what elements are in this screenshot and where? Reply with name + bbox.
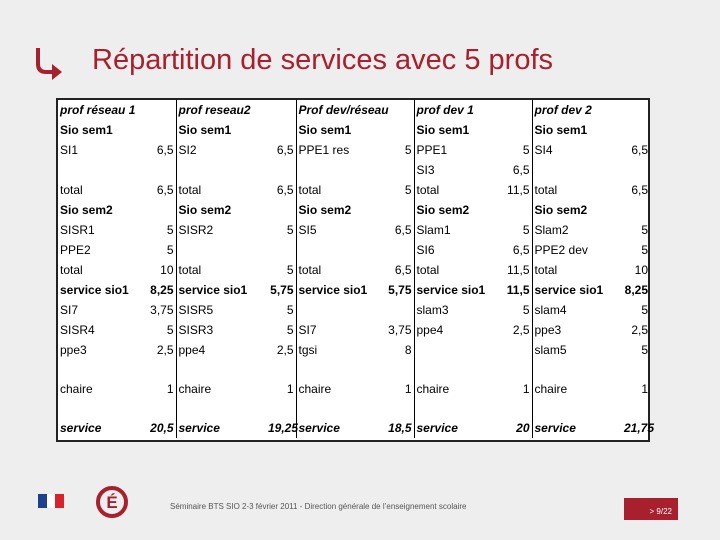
cell-label — [176, 160, 266, 180]
cell-label: service — [534, 421, 576, 435]
cell-value: 20 — [504, 418, 532, 438]
table-row — [58, 418, 650, 438]
table-row — [58, 160, 650, 180]
cell-value: 10 — [634, 263, 648, 277]
cell-value — [266, 200, 296, 220]
cell-label — [176, 240, 266, 260]
cell-label: slam4 — [534, 303, 567, 317]
cell-value: 11,5 — [504, 180, 532, 200]
table-row — [58, 220, 650, 240]
cell-label — [414, 399, 504, 418]
cell-label: Slam2 — [534, 223, 569, 237]
cell-label — [532, 160, 622, 180]
cell-value: 5 — [266, 300, 296, 320]
cell-label: Sio sem1 — [416, 123, 470, 137]
cell-label: total — [298, 183, 322, 197]
cell-label: SI2 — [178, 143, 197, 157]
cell-label: service sio1 — [178, 283, 248, 297]
cell-label: prof dev 1 — [416, 103, 474, 117]
cell-label: total — [178, 183, 202, 197]
table-row — [58, 200, 650, 220]
cell-value — [148, 399, 176, 418]
cell-value: 6,5 — [386, 220, 414, 240]
service-grid — [58, 100, 655, 438]
cell-value: 11,5 — [504, 260, 532, 280]
cell-value: 5 — [641, 243, 648, 257]
cell-value: 6,5 — [631, 143, 648, 157]
cell-label: total — [416, 263, 440, 277]
cell-label: Slam1 — [416, 223, 451, 237]
cell-value — [266, 160, 296, 180]
cell-label — [58, 360, 148, 379]
cell-value: 1 — [148, 379, 176, 399]
cell-label: service — [60, 421, 102, 435]
cell-value: 6,5 — [148, 180, 176, 200]
cell-value: 3,75 — [148, 300, 176, 320]
service-table — [56, 98, 655, 442]
cell-value — [148, 160, 176, 180]
table-row — [58, 280, 650, 300]
table-row — [58, 120, 650, 140]
cell-label: PPE1 — [416, 143, 448, 157]
cell-label: chaire — [298, 382, 332, 396]
cell-label: prof dev 2 — [534, 103, 592, 117]
cell-label — [296, 240, 386, 260]
cell-label: SI6 — [416, 243, 435, 257]
cell-value: 5 — [266, 320, 296, 340]
table-row — [58, 240, 650, 260]
cell-value: 6,5 — [386, 260, 414, 280]
cell-value: 8,25 — [624, 283, 648, 297]
cell-label: SISR3 — [178, 323, 214, 337]
cell-label: chaire — [60, 382, 93, 396]
cell-label: total — [60, 263, 83, 277]
cell-label: SI3 — [416, 163, 435, 177]
cell-value: 1 — [504, 379, 532, 399]
cell-value — [622, 160, 650, 180]
cell-label — [532, 360, 622, 379]
cell-label: SI5 — [298, 223, 317, 237]
cell-value — [386, 399, 414, 418]
cell-value: 5 — [148, 240, 176, 260]
cell-value — [504, 100, 532, 120]
cell-value: 5 — [641, 303, 648, 317]
cell-label: total — [534, 263, 558, 277]
table-row — [58, 180, 650, 200]
cell-value: 5 — [504, 300, 532, 320]
cell-value: 2,5 — [148, 340, 176, 360]
cell-value — [622, 360, 650, 379]
cell-label — [176, 399, 266, 418]
cell-label: prof reseau2 — [178, 103, 251, 117]
cell-value: 6,5 — [631, 183, 648, 197]
cell-value — [266, 360, 296, 379]
cell-value: 10 — [148, 260, 176, 280]
cell-value: 6,5 — [148, 140, 176, 160]
cell-value: 5 — [386, 140, 414, 160]
cell-label — [414, 360, 504, 379]
cell-label: SI4 — [534, 143, 553, 157]
cell-label: SI1 — [60, 143, 79, 157]
cell-value — [504, 340, 532, 360]
cell-value — [148, 360, 176, 379]
cell-value: 5 — [266, 220, 296, 240]
cell-value — [386, 360, 414, 379]
cell-label — [58, 399, 148, 418]
cell-label: SISR4 — [60, 323, 95, 337]
cell-value: 5 — [641, 343, 648, 357]
cell-label: total — [534, 183, 558, 197]
cell-value — [622, 399, 650, 418]
cell-value — [504, 360, 532, 379]
cell-value: 18,5 — [386, 418, 414, 438]
table-row — [58, 260, 650, 280]
cell-label: Sio sem2 — [534, 203, 588, 217]
cell-label: chaire — [416, 382, 450, 396]
french-flag-icon — [38, 494, 64, 508]
cell-label — [296, 160, 386, 180]
ministry-logo — [38, 464, 128, 524]
cell-value — [386, 120, 414, 140]
cell-label: ppe3 — [60, 343, 87, 357]
cell-value — [386, 240, 414, 260]
cell-label: total — [178, 263, 202, 277]
cell-label: ppe4 — [416, 323, 444, 337]
cell-label: Sio sem2 — [60, 203, 113, 217]
cell-value: 5 — [504, 140, 532, 160]
footer-text: Séminaire BTS SIO 2-3 février 2011 - Direction générale de l’enseignement scolaire — [170, 502, 467, 511]
cell-label: PPE2 — [60, 243, 91, 257]
cell-label — [176, 360, 266, 379]
cell-label: PPE1 res — [298, 143, 350, 157]
cell-label: ppe4 — [178, 343, 206, 357]
education-e-logo — [96, 486, 128, 518]
cell-value — [386, 300, 414, 320]
cell-value: 5 — [148, 220, 176, 240]
table-row — [58, 360, 650, 379]
cell-label: Sio sem2 — [416, 203, 470, 217]
cell-value: 2,5 — [631, 323, 648, 337]
cell-value: 3,75 — [386, 320, 414, 340]
curved-arrow-icon — [32, 44, 68, 80]
cell-value: 2,5 — [504, 320, 532, 340]
cell-label: slam3 — [416, 303, 449, 317]
cell-value — [386, 160, 414, 180]
page-number: > 9/22 — [624, 498, 678, 520]
cell-label — [296, 360, 386, 379]
cell-label: chaire — [178, 382, 212, 396]
cell-value: 5,75 — [386, 280, 414, 300]
cell-label: Sio sem2 — [178, 203, 232, 217]
cell-value — [266, 120, 296, 140]
cell-value: 5 — [504, 220, 532, 240]
cell-label: Sio sem1 — [178, 123, 232, 137]
cell-value: 6,5 — [504, 160, 532, 180]
cell-label: SISR5 — [178, 303, 214, 317]
cell-label: Sio sem1 — [534, 123, 588, 137]
table-row — [58, 140, 650, 160]
cell-label: SI7 — [60, 303, 79, 317]
cell-label: Prof dev/réseau — [298, 103, 389, 117]
cell-value — [266, 240, 296, 260]
cell-label — [58, 160, 148, 180]
cell-value — [504, 200, 532, 220]
cell-label: tgsi — [298, 343, 318, 357]
table-row — [58, 320, 650, 340]
table-row — [58, 399, 650, 418]
cell-value: 5 — [641, 223, 648, 237]
cell-value: 6,5 — [504, 240, 532, 260]
cell-label: chaire — [534, 382, 568, 396]
cell-value — [622, 120, 650, 140]
cell-label: service sio1 — [534, 283, 604, 297]
cell-value: 5 — [386, 180, 414, 200]
cell-label: Sio sem1 — [298, 123, 352, 137]
table-row — [58, 300, 650, 320]
cell-label: slam5 — [534, 343, 567, 357]
cell-label — [532, 399, 622, 418]
cell-label: ppe3 — [534, 323, 562, 337]
cell-value: 21,75 — [624, 421, 655, 435]
cell-label: total — [298, 263, 322, 277]
cell-label: service — [298, 421, 340, 435]
cell-value: 6,5 — [266, 140, 296, 160]
cell-value: 8,25 — [148, 280, 176, 300]
cell-label — [296, 300, 386, 320]
cell-value: 20,5 — [148, 418, 176, 438]
cell-label: PPE2 dev — [534, 243, 588, 257]
cell-label: total — [416, 183, 440, 197]
slide-title: Répartition de services avec 5 profs — [92, 44, 553, 76]
cell-label: service — [178, 421, 220, 435]
svg-text:É: É — [106, 493, 118, 512]
cell-value — [622, 100, 650, 120]
cell-label: total — [60, 183, 83, 197]
cell-label: prof réseau 1 — [60, 103, 136, 117]
cell-value: 6,5 — [266, 180, 296, 200]
cell-value: 11,5 — [504, 280, 532, 300]
cell-label: SISR1 — [60, 223, 95, 237]
table-row — [58, 379, 650, 399]
cell-value: 1 — [641, 382, 648, 396]
cell-value — [266, 100, 296, 120]
cell-label: SI7 — [298, 323, 317, 337]
cell-value — [266, 399, 296, 418]
cell-value: 5 — [266, 260, 296, 280]
cell-label: Sio sem2 — [298, 203, 352, 217]
cell-value — [386, 200, 414, 220]
cell-label: service sio1 — [416, 283, 486, 297]
cell-label — [296, 399, 386, 418]
cell-value — [148, 120, 176, 140]
cell-value: 8 — [386, 340, 414, 360]
table-row — [58, 340, 650, 360]
cell-value — [504, 120, 532, 140]
cell-label: service sio1 — [298, 283, 368, 297]
cell-label: SISR2 — [178, 223, 214, 237]
cell-label: service sio1 — [60, 283, 129, 297]
table-row — [58, 100, 650, 120]
cell-label: service — [416, 421, 458, 435]
cell-value — [622, 200, 650, 220]
cell-value: 5,75 — [266, 280, 296, 300]
cell-value: 1 — [266, 379, 296, 399]
cell-value: 1 — [386, 379, 414, 399]
cell-value: 19,25 — [266, 418, 296, 438]
cell-value: 5 — [148, 320, 176, 340]
cell-value — [148, 200, 176, 220]
cell-value: 2,5 — [266, 340, 296, 360]
cell-value — [148, 100, 176, 120]
cell-value — [386, 100, 414, 120]
cell-label: Sio sem1 — [60, 123, 113, 137]
cell-value — [504, 399, 532, 418]
cell-label — [414, 340, 504, 360]
